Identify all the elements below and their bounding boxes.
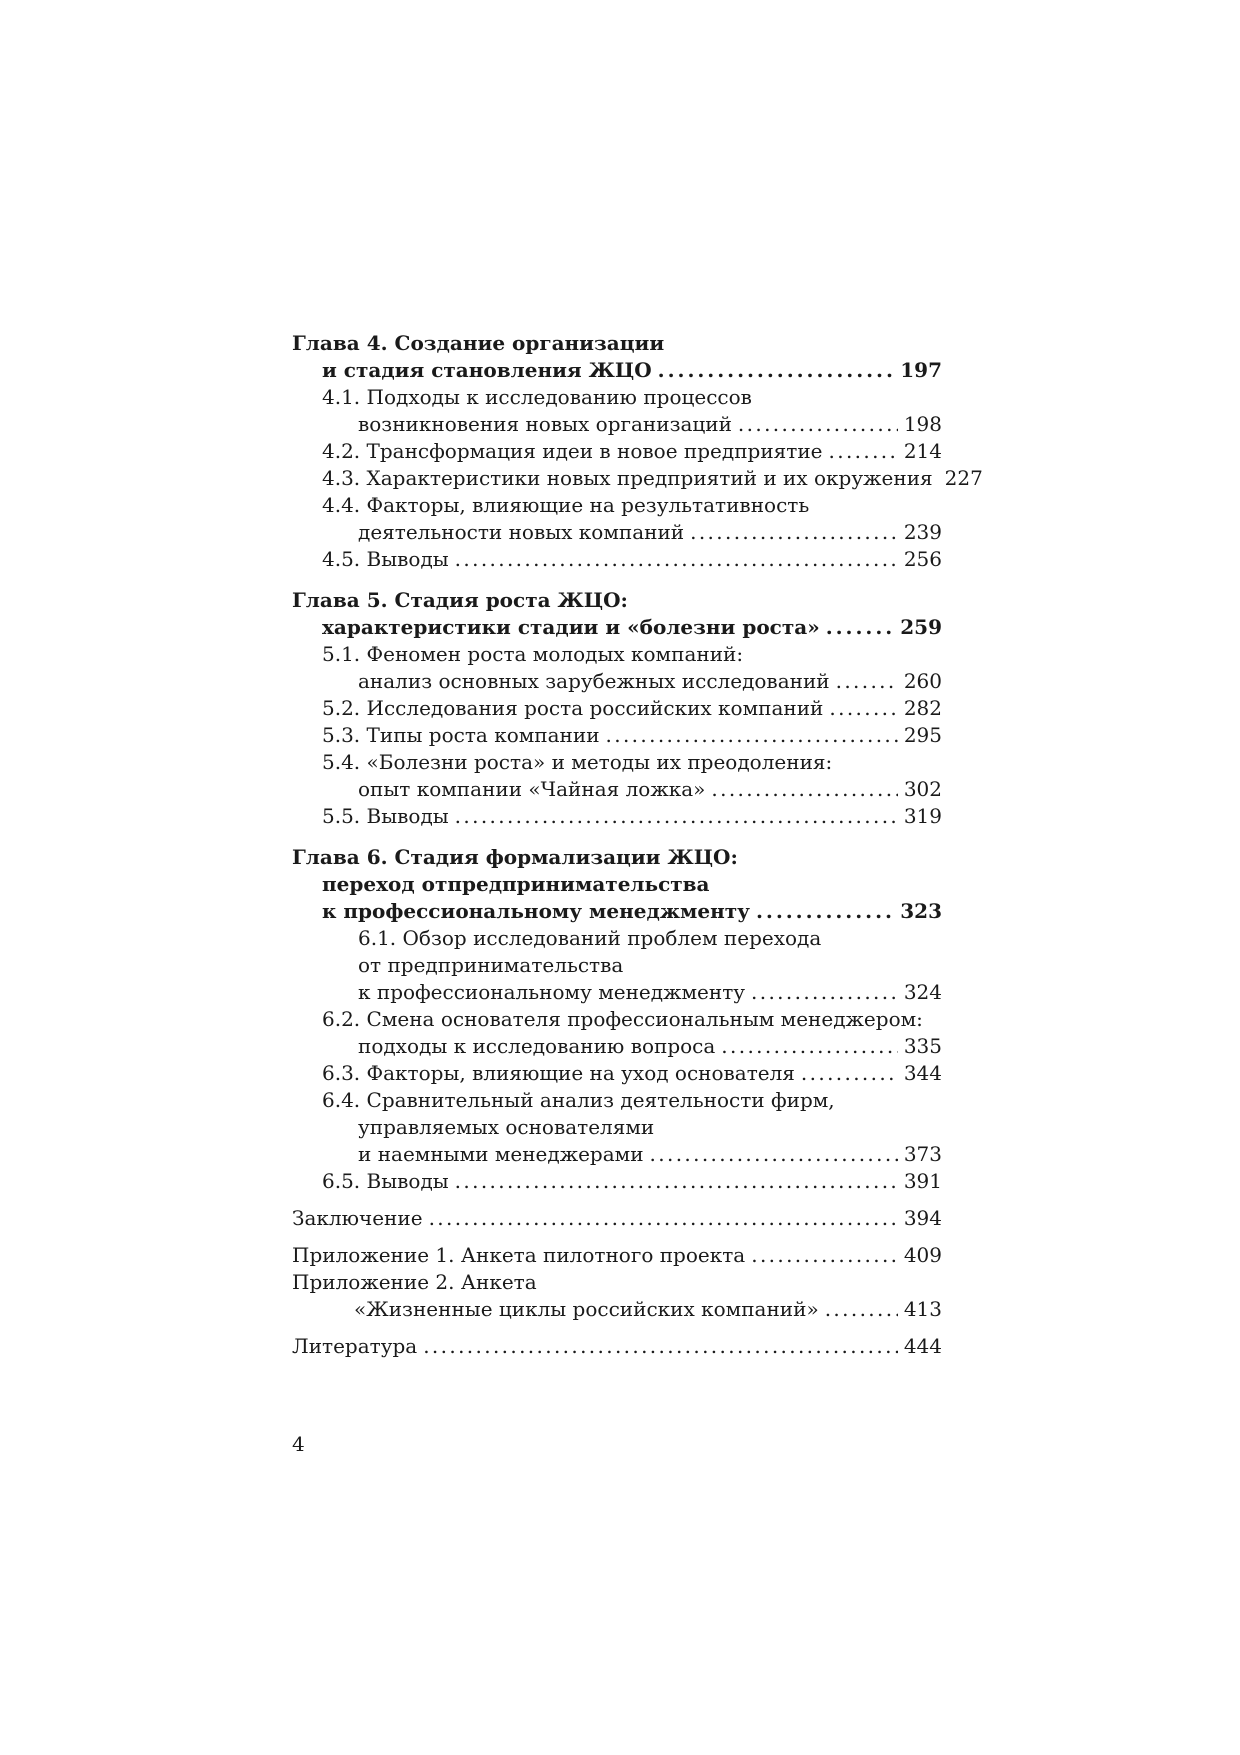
page-number: 227 [944,466,983,490]
leader-dots [836,668,898,695]
table-of-contents [292,330,983,1360]
section-6-3-entry[interactable] [292,1060,942,1087]
page-number: 444 [903,1334,942,1358]
leader-dots [429,1205,898,1232]
section-5-3-title: 5.3. Типы роста компании [322,723,600,747]
page-number: 259 [900,615,942,639]
section-4-1-line1: 4.1. Подходы к исследованию процессов [322,385,752,409]
section-4-4-line2: деятельности новых компаний [358,520,685,544]
appendix-2-entry[interactable] [292,1296,942,1323]
section-4-1-line2: возникновения новых организаций [358,412,732,436]
appendix-1-entry[interactable] [292,1242,942,1269]
section-5-4-line2: опыт компании «Чайная ложка» [358,777,706,801]
leader-dots [606,722,898,749]
section-6-2-line2: подходы к исследованию вопроса [358,1034,716,1058]
appendix-2-line1: Приложение 2. Анкета [292,1270,537,1294]
page-number: 373 [903,1142,942,1166]
leader-dots [825,1296,898,1323]
section-6-4-line1: 6.4. Сравнительный анализ деятельности фирм, [322,1088,835,1112]
section-6-3-title: 6.3. Факторы, влияющие на уход основателя [322,1061,795,1085]
section-4-4-line1: 4.4. Факторы, влияющие на результативность [322,493,810,517]
section-6-5-entry[interactable] [292,1168,942,1195]
section-4-3-title: 4.3. Характеристики новых предприятий и их окружения [322,466,933,490]
page-number: 323 [900,899,942,923]
page-footer-number: 4 [292,1432,305,1456]
chapter-5-title-line2: характеристики стадии и «болезни роста» [322,615,820,639]
section-5-2-title: 5.2. Исследования роста российских компаний [322,696,824,720]
leader-dots [826,614,895,641]
page-number: 282 [903,696,942,720]
section-4-4-entry[interactable] [292,519,942,546]
chapter-6-title-line2: переход отпредпринимательства [322,872,710,896]
section-4-5-title: 4.5. Выводы [322,547,449,571]
leader-dots [801,1060,898,1087]
chapter-6-title-line1: Глава 6. Стадия формализации ЖЦО: [292,845,738,869]
page-number: 409 [903,1243,942,1267]
section-4-2-title: 4.2. Трансформация идеи в новое предприятие [322,439,823,463]
section-5-4-line1: 5.4. «Болезни роста» и методы их преодоления: [322,750,833,774]
page-number: 197 [900,358,942,382]
page-number: 256 [903,547,942,571]
page-number: 260 [903,669,942,693]
leader-dots [751,1242,898,1269]
leader-dots [658,357,895,384]
leader-dots [756,898,894,925]
page-number: 394 [903,1206,942,1230]
section-6-2-entry[interactable] [292,1033,942,1060]
chapter-6-entry[interactable] [292,898,942,925]
leader-dots [738,411,898,438]
chapter-6-title-line3: к профессиональному менеджменту [322,899,750,923]
page-number: 214 [903,439,942,463]
page-number: 335 [903,1034,942,1058]
appendix-1-title: Приложение 1. Анкета пилотного проекта [292,1243,746,1267]
section-6-4-line3: и наемными менеджерами [358,1142,644,1166]
chapter-4-title-line2: и стадия становления ЖЦО [322,358,652,382]
section-4-1-entry[interactable] [292,411,942,438]
section-6-1-line2: от предпринимательства [358,953,624,977]
section-5-4-entry[interactable] [292,776,942,803]
leader-dots [711,776,897,803]
leader-dots [721,1033,898,1060]
section-5-3-entry[interactable] [292,722,942,749]
leader-dots [829,438,898,465]
page-number: 302 [903,777,942,801]
section-6-1-line3: к профессиональному менеджменту [358,980,746,1004]
page-number: 413 [903,1297,942,1321]
appendix-2-line2: «Жизненные циклы российских компаний» [354,1297,819,1321]
section-6-1-line1: 6.1. Обзор исследований проблем перехода [358,926,822,950]
section-6-4-line2: управляемых основателями [358,1115,655,1139]
page-number: 324 [903,980,942,1004]
conclusion-title: Заключение [292,1206,423,1230]
conclusion-entry[interactable] [292,1205,942,1232]
section-6-4-entry[interactable] [292,1141,942,1168]
section-5-1-entry[interactable] [292,668,942,695]
leader-dots [690,519,898,546]
page-number: 295 [903,723,942,747]
leader-dots [455,546,898,573]
literature-title: Литература [292,1334,418,1358]
leader-dots [455,1168,898,1195]
page-number: 239 [903,520,942,544]
section-6-2-line1: 6.2. Смена основателя профессиональным менеджером: [322,1007,923,1031]
leader-dots [423,1333,898,1360]
section-6-5-title: 6.5. Выводы [322,1169,449,1193]
chapter-5-entry[interactable] [292,614,942,641]
page-number: 198 [903,412,942,436]
page-number: 391 [903,1169,942,1193]
leader-dots [829,695,897,722]
page-number: 344 [903,1061,942,1085]
literature-entry[interactable] [292,1333,942,1360]
section-5-2-entry[interactable] [292,695,942,722]
section-5-1-line2: анализ основных зарубежных исследований [358,669,830,693]
section-5-1-line1: 5.1. Феномен роста молодых компаний: [322,642,744,666]
section-6-1-entry[interactable] [292,979,942,1006]
leader-dots [455,803,898,830]
chapter-4-entry[interactable] [292,357,942,384]
page-number: 319 [903,804,942,828]
leader-dots [751,979,898,1006]
chapter-4-title-line1: Глава 4. Создание организации [292,331,665,355]
section-4-5-entry[interactable] [292,546,942,573]
section-4-2-entry[interactable] [292,438,942,465]
section-4-3-entry[interactable] [292,465,983,492]
section-5-5-entry[interactable] [292,803,942,830]
section-5-5-title: 5.5. Выводы [322,804,449,828]
leader-dots [650,1141,898,1168]
chapter-5-title-line1: Глава 5. Стадия роста ЖЦО: [292,588,628,612]
